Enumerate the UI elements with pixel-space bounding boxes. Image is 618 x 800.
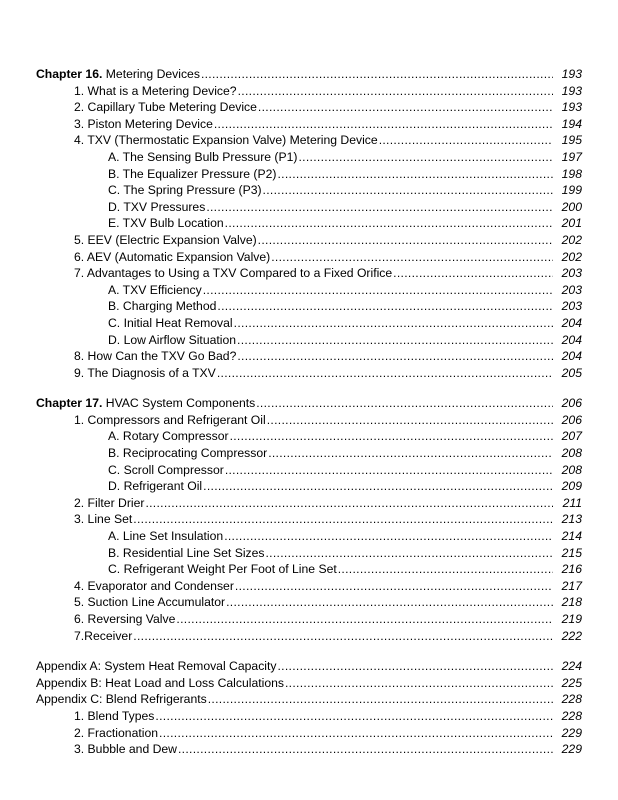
toc-entry-text: A. The Sensing Bulb Pressure (P1): [108, 149, 298, 164]
dot-leader: [238, 83, 553, 100]
dot-leader: [258, 99, 553, 116]
dot-leader: [178, 741, 553, 758]
toc-entry-text: 9. The Diagnosis of a TXV: [74, 365, 216, 380]
toc-entry: [36, 232, 582, 249]
dot-leader: [230, 428, 553, 445]
dot-leader: [271, 249, 553, 266]
page-number: 215: [561, 545, 582, 560]
toc-entry-title: [108, 478, 202, 495]
toc-entry-title: [74, 249, 270, 266]
toc-entry: [36, 249, 582, 266]
toc-entry-title: [108, 428, 229, 445]
toc-entry-title: [108, 545, 265, 562]
page-number: 195: [561, 133, 582, 148]
page-number: 198: [561, 166, 582, 181]
toc-entry-text: 4. TXV (Thermostatic Expansion Valve) Metering Device: [74, 133, 378, 148]
dot-leader: [258, 232, 553, 249]
toc-entry: [36, 495, 582, 512]
dot-leader: [277, 166, 553, 183]
page-number: 225: [561, 675, 582, 690]
toc-entry-text: 8. How Can the TXV Go Bad?: [74, 349, 237, 364]
toc-entry-title: [108, 182, 262, 199]
toc-entry: [36, 132, 582, 149]
chapter-label: Chapter 17.: [36, 396, 103, 411]
toc-entry-title: [36, 691, 207, 708]
toc-entry-title: [108, 561, 337, 578]
dot-leader: [155, 708, 553, 725]
toc-entry-text: D. Low Airflow Situation: [108, 332, 237, 347]
toc-entry: [36, 561, 582, 578]
toc-entry-text: 6. Reversing Valve: [74, 612, 176, 626]
page-number: 228: [561, 692, 582, 707]
toc-entry-title: [74, 265, 392, 282]
page-number: 211: [562, 495, 582, 510]
page-number: 218: [561, 595, 582, 610]
toc-entry-text: 2. Filter Drier: [74, 495, 145, 510]
toc-entry-text: Metering Devices: [102, 67, 200, 81]
toc-entry: [36, 265, 582, 282]
toc-entry: [36, 116, 582, 133]
toc-entry: [36, 298, 582, 315]
toc-entry-text: 2. Fractionation: [74, 725, 159, 740]
page-number: 217: [561, 578, 582, 593]
toc-entry: [36, 628, 582, 645]
toc-entry-title: [36, 66, 200, 83]
toc-entry: [36, 725, 582, 742]
toc-entry-title: [74, 578, 234, 595]
toc-entry: [36, 282, 582, 299]
dot-leader: [203, 478, 553, 495]
toc-entry: [36, 578, 582, 595]
page-number: 206: [561, 412, 582, 427]
page-number: 202: [561, 232, 582, 247]
toc-entry-title: [74, 83, 237, 100]
page-number: 206: [561, 396, 582, 411]
toc-entry-text: 3. Line Set: [74, 512, 133, 527]
page-number: 194: [561, 116, 582, 131]
toc-entry-title: [74, 708, 154, 725]
toc-entry: [36, 658, 582, 675]
toc-entry-title: [74, 611, 175, 628]
toc-entry-title: [108, 315, 233, 332]
page-number: 205: [561, 365, 582, 380]
toc-entry-title: [74, 232, 257, 249]
dot-leader: [217, 298, 553, 315]
toc-entry: [36, 199, 582, 216]
toc-entry-title: [108, 528, 223, 545]
toc-entry-title: [108, 215, 224, 232]
toc-entry-title: [74, 412, 266, 429]
toc-entry-title: [108, 332, 236, 349]
dot-leader: [277, 658, 553, 675]
dot-leader: [234, 315, 553, 332]
toc-entry-text: B. The Equalizer Pressure (P2): [108, 166, 277, 181]
dot-leader: [201, 66, 553, 83]
toc-entry-title: [74, 365, 216, 382]
page-number: 199: [561, 183, 582, 198]
toc-entry-text: Appendix B: Heat Load and Loss Calculations: [36, 675, 284, 690]
dot-leader: [203, 282, 553, 299]
dot-leader: [176, 611, 553, 628]
toc-entry-text: D. Refrigerant Oil: [108, 479, 203, 494]
toc-entry-text: E. TXV Bulb Location: [108, 216, 224, 231]
page-number: 209: [561, 479, 582, 494]
toc-entry-title: [74, 132, 378, 149]
section-gap: [36, 644, 582, 658]
dot-leader: [256, 395, 553, 412]
page-number: 201: [561, 216, 582, 231]
toc-entry-title: [74, 594, 225, 611]
toc-entry-title: [36, 395, 255, 412]
toc-entry-text: 1. Compressors and Refrigerant Oil: [74, 412, 266, 427]
dot-leader: [133, 511, 553, 528]
toc-entry-text: 7.Receiver: [74, 628, 133, 643]
dot-leader: [235, 578, 553, 595]
toc-entry-text: HVAC System Components: [102, 396, 256, 411]
page-number: 202: [561, 249, 582, 264]
toc-entry-title: [74, 628, 132, 645]
toc-entry-text: B. Residential Line Set Sizes: [108, 545, 265, 560]
toc-entry-title: [108, 166, 276, 183]
toc-entry: [36, 594, 582, 611]
toc-entry-title: [108, 282, 202, 299]
toc-entry-text: B. Reciprocating Compressor: [108, 446, 268, 461]
toc-entry-title: [108, 149, 297, 166]
toc-entry: [36, 528, 582, 545]
toc-entry-text: 2. Capillary Tube Metering Device: [74, 100, 257, 115]
toc-entry-title: [108, 199, 205, 216]
toc-entry-text: C. Refrigerant Weight Per Foot of Line Set: [108, 562, 337, 577]
toc-entry-text: 1. What is a Metering Device?: [74, 83, 237, 98]
page-number: 203: [561, 299, 582, 314]
page-number: 207: [561, 429, 582, 444]
dot-leader: [298, 149, 553, 166]
dot-leader: [217, 365, 553, 382]
toc-entry: [36, 99, 582, 116]
dot-leader: [263, 182, 553, 199]
page-number: 208: [561, 446, 582, 461]
toc-entry: [36, 365, 582, 382]
toc-entry-text: A. TXV Efficiency: [108, 282, 202, 297]
toc-entry: [36, 315, 582, 332]
toc-entry-title: [108, 462, 224, 479]
toc-entry: [36, 675, 582, 692]
toc-entry-title: [74, 725, 158, 742]
page-number: 204: [561, 315, 582, 330]
dot-leader: [206, 199, 553, 216]
page-number: 204: [561, 349, 582, 364]
toc-entry: [36, 445, 582, 462]
toc-entry-text: C. Scroll Compressor: [108, 462, 224, 477]
dot-leader: [145, 495, 553, 512]
page-number: 193: [561, 100, 582, 115]
toc-entry-text: 1. Blend Types: [74, 708, 155, 723]
dot-leader: [285, 675, 553, 692]
page-number: 203: [561, 266, 582, 281]
toc-entry: [36, 611, 582, 628]
toc-entry: [36, 395, 582, 412]
toc-entry: [36, 462, 582, 479]
page-number: 193: [561, 67, 582, 81]
page-number: 228: [561, 708, 582, 723]
page-number: 229: [561, 725, 582, 740]
dot-leader: [237, 332, 553, 349]
dot-leader: [225, 462, 553, 479]
toc-entry: [36, 348, 582, 365]
toc-entry: [36, 741, 582, 758]
toc-entry-title: [74, 511, 132, 528]
toc-entry-title: [36, 658, 276, 675]
toc-entry-text: 6. AEV (Automatic Expansion Valve): [74, 249, 271, 264]
toc-entry-text: A. Rotary Compressor: [108, 429, 229, 444]
page-number: 200: [561, 199, 582, 214]
toc-entry-text: 7. Advantages to Using a TXV Compared to a Fixed Orifice: [74, 266, 393, 281]
toc-entry-text: A. Line Set Insulation: [108, 529, 224, 544]
toc-entry-text: 3. Bubble and Dew: [74, 742, 177, 757]
toc-entry: [36, 182, 582, 199]
toc-entry-text: C. Initial Heat Removal: [108, 315, 233, 330]
toc-entry-title: [74, 495, 144, 512]
toc-entry-title: [108, 445, 267, 462]
toc-entry: [36, 332, 582, 349]
dot-leader: [133, 628, 553, 645]
dot-leader: [208, 691, 553, 708]
toc-entry-title: [108, 298, 216, 315]
page-number: 219: [561, 612, 582, 626]
toc-entry: [36, 545, 582, 562]
page-number: 208: [561, 462, 582, 477]
toc-entry-text: 4. Evaporator and Condenser: [74, 578, 234, 593]
page-number: 193: [561, 83, 582, 98]
toc-entry: [36, 478, 582, 495]
toc-entry: [36, 412, 582, 429]
toc-entry-text: B. Charging Method: [108, 299, 217, 314]
toc-entry-title: [36, 675, 284, 692]
dot-leader: [267, 412, 553, 429]
dot-leader: [379, 132, 553, 149]
chapter-label: Chapter 16.: [36, 67, 103, 81]
page-number: 214: [561, 529, 582, 544]
toc-entry-text: 5. EEV (Electric Expansion Valve): [74, 232, 257, 247]
toc-entry: [36, 66, 582, 83]
dot-leader: [226, 594, 553, 611]
dot-leader: [338, 561, 553, 578]
toc-entry: [36, 215, 582, 232]
page-number: 229: [561, 742, 582, 757]
dot-leader: [214, 116, 553, 133]
dot-leader: [393, 265, 553, 282]
page-number: 224: [561, 659, 582, 674]
page-number: 213: [561, 512, 582, 527]
toc-entry: [36, 708, 582, 725]
toc-entry-title: [74, 348, 236, 365]
toc-entry-text: Appendix A: System Heat Removal Capacity: [36, 659, 277, 674]
section-gap: [36, 381, 582, 395]
toc-entry-text: Appendix C: Blend Refrigerants: [36, 692, 207, 707]
table-of-contents: [36, 66, 582, 758]
toc-entry: [36, 83, 582, 100]
toc-entry: [36, 149, 582, 166]
dot-leader: [266, 545, 554, 562]
dot-leader: [159, 725, 553, 742]
page-number: 197: [561, 149, 582, 164]
toc-entry-title: [74, 116, 213, 133]
page-number: 222: [561, 628, 582, 643]
dot-leader: [268, 445, 553, 462]
toc-entry-text: D. TXV Pressures: [108, 199, 206, 214]
page-number: 216: [561, 562, 582, 577]
dot-leader: [225, 215, 553, 232]
toc-entry: [36, 691, 582, 708]
page-number: 203: [561, 282, 582, 297]
toc-entry: [36, 428, 582, 445]
dot-leader: [224, 528, 553, 545]
toc-entry-title: [74, 741, 177, 758]
toc-entry-title: [74, 99, 257, 116]
dot-leader: [237, 348, 553, 365]
toc-entry-text: C. The Spring Pressure (P3): [108, 183, 262, 198]
toc-entry: [36, 166, 582, 183]
toc-entry: [36, 511, 582, 528]
toc-entry-text: 5. Suction Line Accumulator: [74, 595, 226, 610]
page-number: 204: [561, 332, 582, 347]
toc-entry-text: 3. Piston Metering Device: [74, 116, 213, 131]
